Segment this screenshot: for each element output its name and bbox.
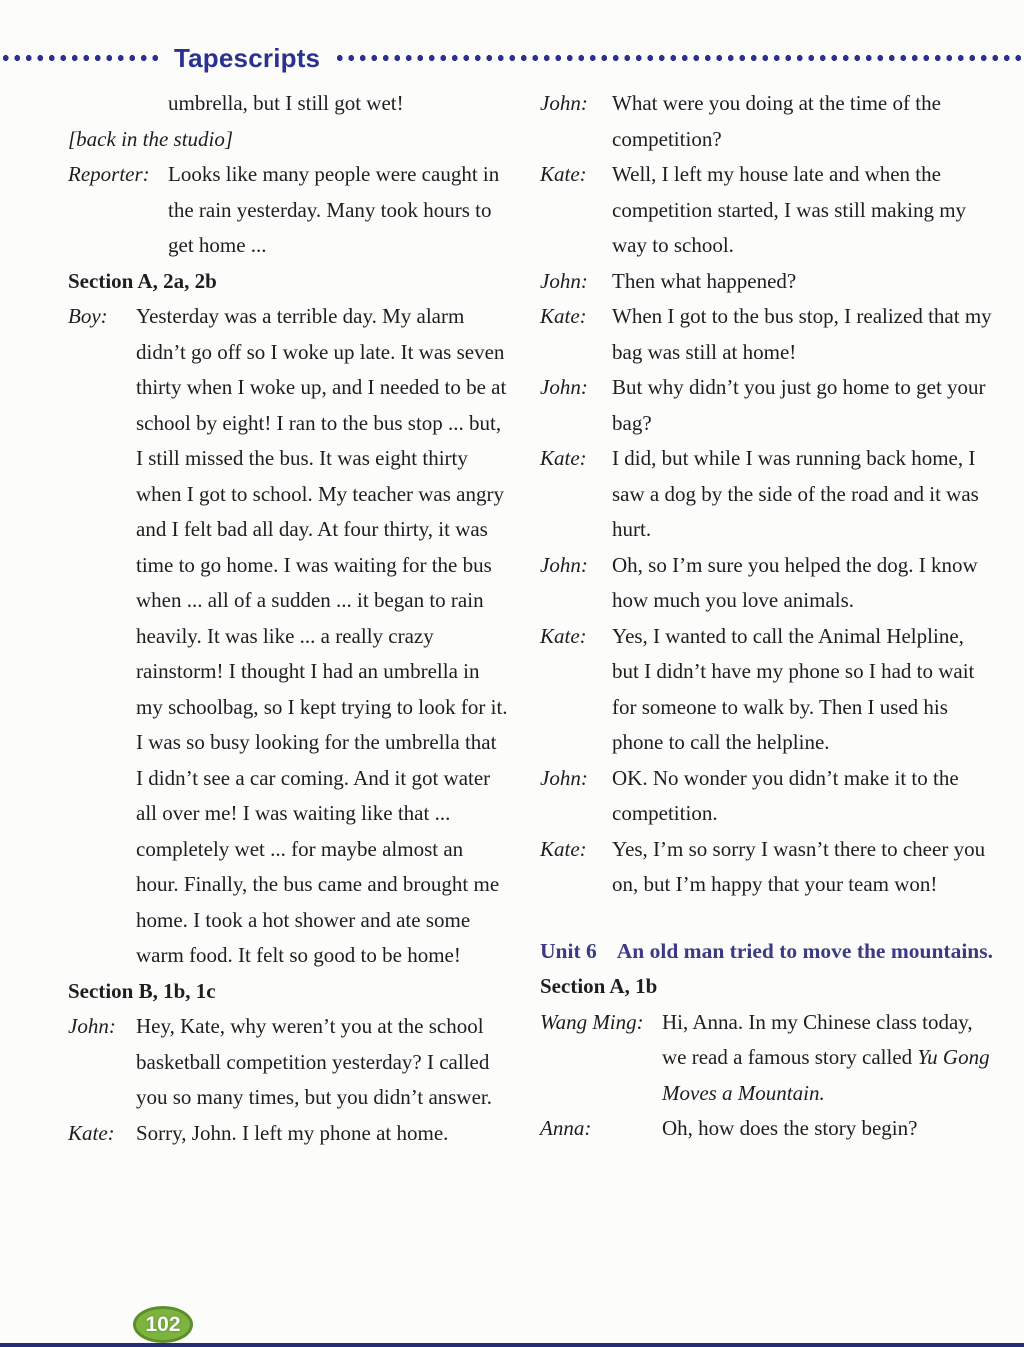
dialogue-entry — [540, 299, 993, 370]
speaker-cell — [68, 299, 136, 335]
dialogue-entry — [540, 832, 993, 903]
page-number-badge — [133, 1306, 193, 1343]
speaker-cell — [68, 157, 168, 193]
speech-text — [612, 619, 993, 761]
speaker-cell — [540, 1111, 662, 1147]
speaker-label: Kate: — [540, 446, 587, 470]
speaker-label: Anna: — [540, 1116, 592, 1140]
speech-segment: Looks like many people were caught in the rain yesterday. Many took hours to get home ... — [168, 162, 500, 257]
speech-segment: When I got to the bus stop, I realized that my bag was still at home! — [612, 304, 992, 364]
speaker-cell — [540, 441, 612, 477]
speaker-cell — [540, 548, 612, 584]
speech-segment: Oh, how does the story begin? — [662, 1116, 918, 1140]
speech-text — [612, 264, 993, 300]
unit-number: Unit 6 — [540, 938, 597, 963]
speech-text — [612, 157, 993, 264]
speaker-label: Kate: — [540, 623, 587, 648]
dialogue-entry — [540, 761, 993, 832]
speech-segment: Then what happened? — [612, 268, 797, 293]
dialogue-entry — [540, 1111, 993, 1147]
dialogue-entry — [68, 157, 508, 264]
speaker-label: Reporter: — [68, 162, 150, 186]
speaker-label: Kate: — [68, 1120, 115, 1145]
speech-text — [612, 761, 993, 832]
speech-segment: Yesterday was a terrible day. My alarm didn’t go off so I woke up late. It was seven thirty when I woke up, and I needed to be at school by eight! I ran to the bus stop ... but, I still missed the bus. It was eight thirty when I got to school. My teacher was angry and I felt bad all day. At four thirty, it was time to go home. I was waiting for the bus when ... all of a sudden ... it began to rain heavily. It was like ... a really crazy rainstorm! I thought I had an umbrella in my schoolbag, so I kept trying to look for it. I was so busy looking for the umbrella that I didn’t see a car coming. And it got water all over me! I was waiting like that ... completely wet ... for maybe almost an hour. Finally, the bus came and brought me home. I took a hot shower and ate some warm food. It felt so good to be home! — [136, 304, 508, 967]
unit-heading — [540, 934, 993, 970]
continuation-line — [68, 86, 508, 122]
bottom-border — [0, 1343, 1024, 1347]
speech-segment: OK. No wonder you didn’t make it to the competition. — [612, 765, 959, 825]
speech-text — [612, 299, 993, 370]
speech-text — [168, 157, 508, 264]
speech-text — [136, 299, 508, 974]
speech-text — [612, 548, 993, 619]
speech-text — [136, 1009, 508, 1116]
section-heading: Section A, 1b — [540, 974, 658, 998]
page-header — [0, 42, 1024, 74]
speech-text — [612, 86, 993, 157]
speech-text — [662, 1111, 993, 1147]
dialogue-entry — [68, 1009, 508, 1116]
speaker-label: Boy: — [68, 304, 108, 328]
speaker-cell — [540, 761, 612, 797]
speaker-label: John: — [540, 91, 588, 115]
speaker-label: John: — [540, 268, 588, 293]
speech-segment-italic: Yu Gong Moves a Mountain. — [662, 1045, 990, 1105]
speaker-cell — [540, 1005, 662, 1041]
page-title: Tapescripts — [174, 42, 321, 73]
section-heading: Section B, 1b, 1c — [68, 978, 216, 1003]
dialogue-entry — [540, 264, 993, 300]
speech-segment: Well, I left my house late and when the competition started, I was still making my way to school. — [612, 162, 967, 257]
speaker-label: John: — [68, 1014, 116, 1038]
speech-text — [612, 370, 993, 441]
speech-text — [136, 1116, 508, 1152]
dialogue-entry — [540, 619, 993, 761]
speech-segment: Sorry, John. I left my phone at home. — [136, 1120, 449, 1145]
speaker-cell — [540, 264, 612, 300]
speaker-cell — [68, 1116, 136, 1152]
dialogue-entry — [540, 157, 993, 264]
speaker-cell — [540, 299, 612, 335]
speech-segment: What were you doing at the time of the competition? — [612, 91, 941, 151]
dotted-rule-left-icon — [0, 54, 160, 62]
dialogue-entry — [68, 1116, 508, 1152]
dialogue-entry — [540, 86, 993, 157]
speaker-cell — [540, 619, 612, 655]
speaker-cell — [68, 1009, 136, 1045]
speech-segment: But why didn’t you just go home to get your bag? — [612, 375, 986, 435]
dialogue-entry — [540, 548, 993, 619]
speaker-label: John: — [540, 375, 588, 399]
dialogue-entry — [540, 370, 993, 441]
speech-segment: Yes, I wanted to call the Animal Helpline, but I didn’t have my phone so I had to wait for someone to walk by. Then I used his phone to call the helpline. — [612, 623, 975, 754]
speech-text — [662, 1005, 993, 1112]
unit-title: An old man tried to move the mountains. — [616, 938, 994, 963]
speech-segment: umbrella, but I still got wet! — [168, 91, 404, 115]
speaker-cell — [540, 157, 612, 193]
section-heading: Section A, 2a, 2b — [68, 268, 217, 293]
speaker-label: John: — [540, 552, 588, 577]
dialogue-entry — [540, 1005, 993, 1112]
speaker-label: John: — [540, 765, 588, 790]
speaker-cell — [540, 86, 612, 122]
speech-text — [168, 86, 508, 122]
speech-text — [612, 441, 993, 548]
dialogue-entry — [540, 441, 993, 548]
speech-segment: I did, but while I was running back home, I saw a dog by the side of the road and it was hurt. — [612, 446, 979, 541]
speech-text — [612, 832, 993, 903]
speaker-cell — [540, 370, 612, 406]
speech-segment: Hi, Anna. In my Chinese class today, we read a famous story called — [662, 1009, 973, 1069]
dialogue-entry — [68, 299, 508, 974]
speaker-label: Kate: — [540, 162, 587, 186]
stage-direction: [back in the studio] — [68, 126, 234, 151]
left-column — [68, 86, 508, 1151]
dotted-rule-right-icon — [334, 54, 1024, 62]
right-column — [540, 86, 993, 1147]
speech-segment: Oh, so I’m sure you helped the dog. I know how much you love animals. — [612, 552, 978, 612]
speaker-cell — [540, 832, 612, 868]
speaker-label: Kate: — [540, 304, 587, 328]
speaker-label: Kate: — [540, 836, 587, 861]
speech-segment: Hey, Kate, why weren’t you at the school basketball competition yesterday? I called you so many times, but you didn’t answer. — [136, 1014, 493, 1109]
speech-segment: Yes, I’m so sorry I wasn’t there to cheer you on, but I’m happy that your team won! — [612, 836, 986, 896]
speaker-label: Wang Ming: — [540, 1009, 644, 1034]
page-number: 102 — [145, 1312, 181, 1336]
